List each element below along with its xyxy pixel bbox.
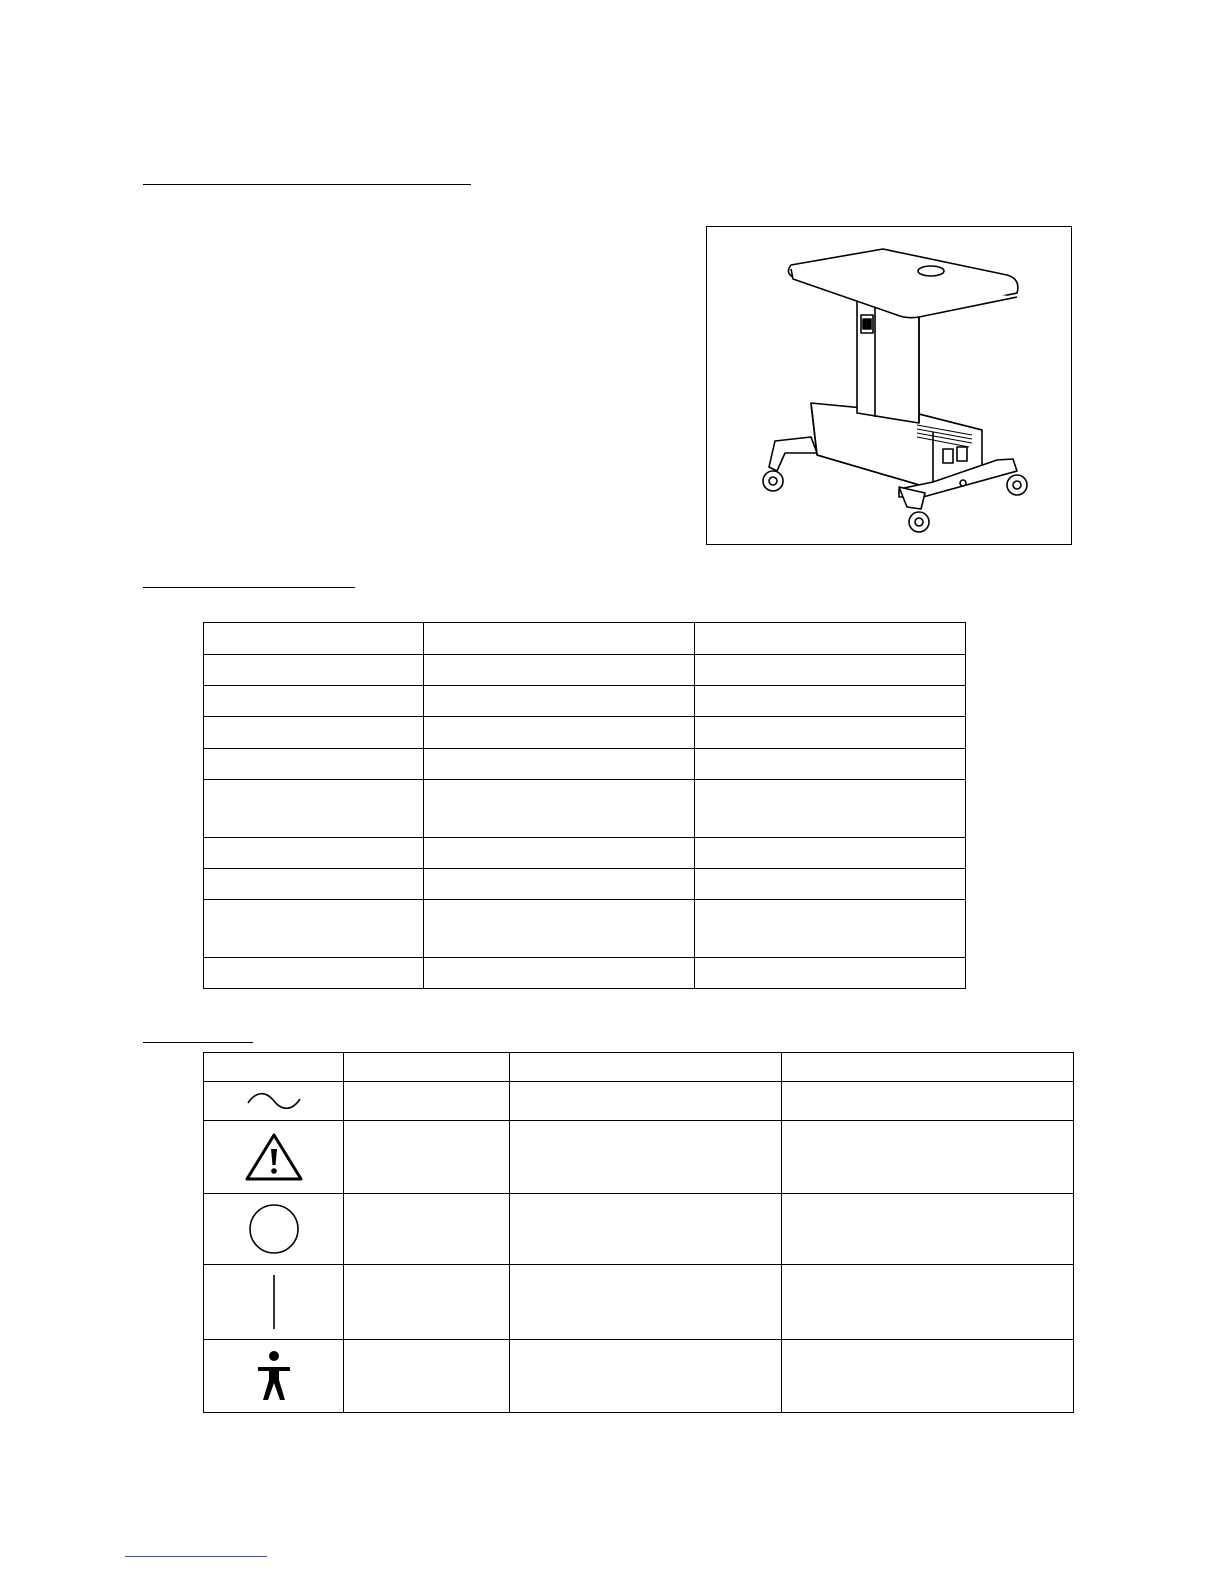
section-1-heading-underline: [143, 184, 471, 185]
section-2-heading-underline: [143, 587, 355, 588]
spec-cell: [204, 623, 424, 655]
spec-cell: [204, 749, 424, 780]
spec-cell: [204, 717, 424, 749]
symbol-cell: [204, 1340, 344, 1413]
product-figure: [706, 226, 1072, 545]
spec-cell: [695, 780, 966, 838]
symbol-cell-text: [510, 1340, 782, 1413]
table-row: [204, 1194, 1074, 1265]
table-row: [204, 686, 966, 717]
spec-cell: [204, 686, 424, 717]
spec-cell: [204, 958, 424, 989]
table-row: [204, 838, 966, 869]
power-off-circle-icon: [247, 1202, 301, 1256]
footer-link[interactable]: [125, 1556, 267, 1557]
symbol-cell-text: [344, 1340, 510, 1413]
spec-cell: [695, 838, 966, 869]
spec-cell: [204, 869, 424, 900]
spec-cell: [424, 780, 695, 838]
symbol-cell-text: [344, 1121, 510, 1194]
table-row: [204, 717, 966, 749]
symbol-cell-text: [510, 1082, 782, 1121]
symbol-cell-text: [344, 1194, 510, 1265]
symbol-table: [203, 1052, 1074, 1413]
symbol-cell-text: [782, 1340, 1074, 1413]
spec-cell: [424, 958, 695, 989]
spec-cell: [424, 655, 695, 686]
symbol-cell-text: [344, 1082, 510, 1121]
symbol-cell-text: [510, 1121, 782, 1194]
table-row: [204, 958, 966, 989]
table-row: [204, 780, 966, 838]
section-3-heading-underline: [143, 1042, 253, 1043]
spec-cell: [695, 623, 966, 655]
header-cell: [204, 1053, 344, 1082]
symbol-cell: [204, 1121, 344, 1194]
spec-cell: [424, 717, 695, 749]
warning-triangle-icon: [244, 1132, 304, 1182]
spec-cell: [695, 900, 966, 958]
symbol-cell-text: [782, 1082, 1074, 1121]
spec-cell: [204, 780, 424, 838]
table-row: [204, 1340, 1074, 1413]
spec-table: [203, 622, 966, 989]
symbol-cell: [204, 1265, 344, 1340]
header-cell: [782, 1053, 1074, 1082]
spec-cell: [424, 838, 695, 869]
symbol-cell-text: [510, 1194, 782, 1265]
spec-cell: [424, 869, 695, 900]
table-row: [204, 655, 966, 686]
table-row: [204, 1265, 1074, 1340]
spec-cell: [424, 749, 695, 780]
header-cell: [510, 1053, 782, 1082]
spec-cell: [695, 749, 966, 780]
type-b-applied-part-icon: [254, 1350, 294, 1402]
spec-cell: [424, 623, 695, 655]
power-on-line-icon: [269, 1273, 279, 1331]
table-row: [204, 869, 966, 900]
table-row: [204, 1121, 1074, 1194]
spec-cell: [424, 900, 695, 958]
symbol-cell: [204, 1194, 344, 1265]
spec-cell: [204, 838, 424, 869]
spec-cell: [695, 869, 966, 900]
table-row: [204, 1082, 1074, 1121]
table-row: [204, 623, 966, 655]
table-row: [204, 900, 966, 958]
spec-cell: [695, 717, 966, 749]
instrument-table-illustration: [707, 227, 1071, 544]
symbol-cell-text: [782, 1194, 1074, 1265]
spec-cell: [695, 655, 966, 686]
spec-cell: [204, 655, 424, 686]
alternating-current-icon: [246, 1089, 302, 1113]
spec-cell: [204, 900, 424, 958]
spec-cell: [695, 686, 966, 717]
table-row: [204, 749, 966, 780]
symbol-cell: [204, 1082, 344, 1121]
spec-cell: [424, 686, 695, 717]
symbol-cell-text: [344, 1265, 510, 1340]
symbol-cell-text: [782, 1265, 1074, 1340]
symbol-cell-text: [510, 1265, 782, 1340]
header-cell: [344, 1053, 510, 1082]
symbol-cell-text: [782, 1121, 1074, 1194]
spec-cell: [695, 958, 966, 989]
table-header-row: [204, 1053, 1074, 1082]
